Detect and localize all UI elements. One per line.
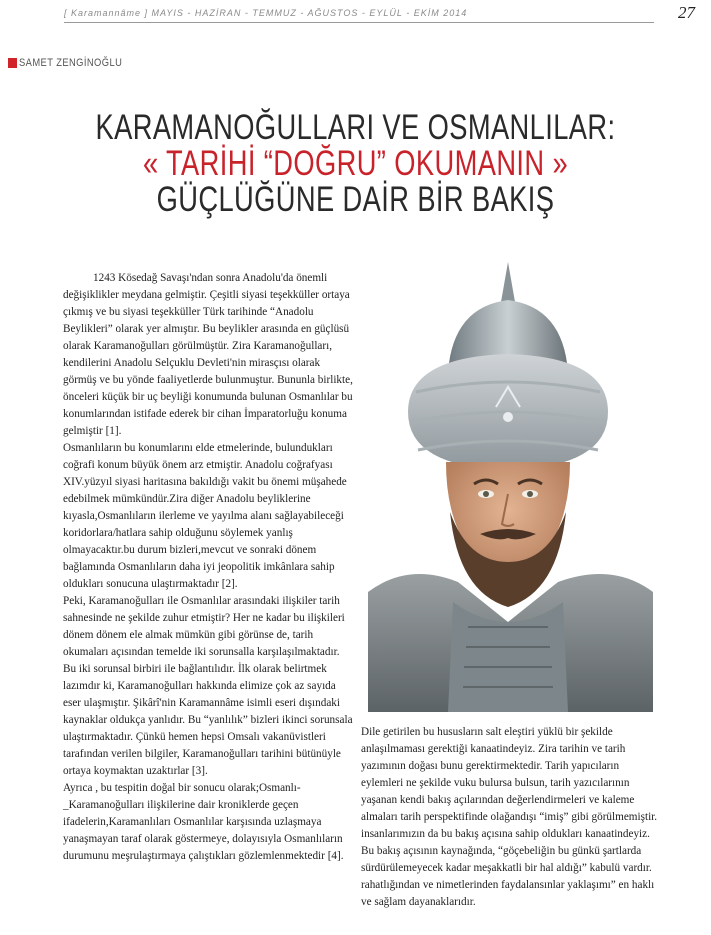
author-name: SAMET ZENGİNOĞLU	[19, 57, 123, 69]
page-number: 27	[678, 3, 695, 22]
running-head: [ Karamannâme ] MAYIS - HAZİRAN - TEMMUZ - AĞUSTOS - EYLÜL - EKİM 2014	[64, 8, 468, 18]
paragraph: 1243 Kösedağ Savaşı'ndan sonra Anadolu'da önemli değişiklikler meydana gelmiştir. Çeşitli siyasi teşekküller ortaya çıkmış ve bu siyasi teşekküller Türk tarihinde “Anadolu Beylikleri” olarak yer almıştır. Bu beylikler arasında en güçlüsü olarak Karamanoğulları görülmüştür. Zira Karamanoğulları, kendilerini Anadolu Selçuklu Devleti'nin mirasçısı olarak görmüş ve bu yönde faaliyetlerde bulunmuştur. Bununla birlikte, önceleri küçük bir uç beyliği konumunda bulunan Osmanlılar bu konumlarından istifade ederek bir cihan İmparatorluğu konuma gelmiştir [1].	[63, 272, 353, 437]
article-title	[0, 110, 711, 218]
paragraph: Bu bakış açısının kaynağında, “göçebeliğin bu günkü şartlarda sürdürülemeyecek kadar meşakkatli bir hal aldığı” kabulü vardır. rahatlığından ve nimetlerinden faydalansınlar yaklaşımı” en haklı ve sağlam dayanaklarıdır.	[361, 845, 655, 908]
title-line-2: « TARİHİ “DOĞRU” OKUMANIN »	[142, 144, 569, 183]
author-byline	[8, 57, 140, 69]
article-column-left	[63, 270, 355, 865]
paragraph: Peki, Karamanoğulları ile Osmanlılar arasındaki ilişkiler tarih sahnesinde ne şekilde zuhur etmiştir? Her ne kadar bu ilişkileri dönem dönem ele almak mümkün gibi görünse de, tarih okumaları açısından temelde iki sorunsalla karşılaşılmaktadır. Bu iki sorunsal birbiri ile bağlantılıdır. İlk olarak belirtmek lazımdır ki, Karamanoğulları hakkında elimize çok az sayıda eser ulaşmıştır. Şikârî'nin Karamannâme isimli eseri dışındaki kaynaklar oldukça yanlıdır. Bu “yanlılık” bizleri ikinci sorunsala ulaştırmaktadır. Çünkü hemen hepsi Omsalı vakanüvistleri tarafından verilen bilgiler, Karamanoğulları tarihini bütünüyle ortaya koymaktan uzaktırlar [3].	[63, 595, 353, 777]
title-line-3: GÜÇLÜĞÜNE DAİR BİR BAKIŞ	[156, 180, 555, 219]
title-line-1: KARAMANOĞULLARI VE OSMANLILAR:	[95, 108, 616, 147]
paragraph: Ayrıca , bu tespitin doğal bir sonucu olarak;Osmanlı-_Karamanoğulları ilişkilerine dair kroniklerde geçen ifadelerin,Karamanlıları Osmanlılar karşısında uzlaşmaya yanaşmayan taraf olarak göstermeye, dolayısıyla Osmanlıların durumunu meşrulaştırmaya çalıştıkları gözlemlenmektedir [4].	[63, 782, 344, 862]
header-divider	[64, 22, 654, 23]
paragraph: Dile getirilen bu hususların salt eleştiri yüklü bir şekilde anlaşılmaması gerektiği kanaatindeyiz. Zira tarihin ve tarih yazımının doğası bunu gerektirmektedir. Tarih yapıcıların eylemleri ne şekilde vuku bulursa bulsun, tarih yazıcılarının yaşanan kendi bakış açılarından değerlendirmeleri ve kaleme almaları tarih perspektifinde olağandışı “imiş” gibi görülmemiştir. insanlarımızın da bu bakış açısına sahip oldukları kanaatindeyiz.	[361, 726, 658, 840]
article-column-right	[361, 724, 661, 911]
sultan-portrait-image	[368, 262, 653, 712]
author-marker-square	[8, 58, 17, 68]
paragraph: Osmanlıların bu konumlarını elde etmelerinde, bulundukları coğrafi konum büyük önem arz etmiştir. Anadolu coğrafyası XIV.yüzyıl siyasi haritasına bakıldığı vakit bu önemi müşahede edebilmek mümkündür.Zira diğer Anadolu beyliklerine kıyasla,Osmanlıların ilerleme ve yayılma alanı sağlayabileceği koridorlara/hatlara sahip olduğunu söylemek yanlış olmayacaktır.bu durum bizleri,mevcut ve sonraki dönem bağlamında Osmanlıların daha iyi jeopolitik imkânlara sahip oldukları sonucuna ulaştırmaktadır [2].	[63, 442, 347, 590]
